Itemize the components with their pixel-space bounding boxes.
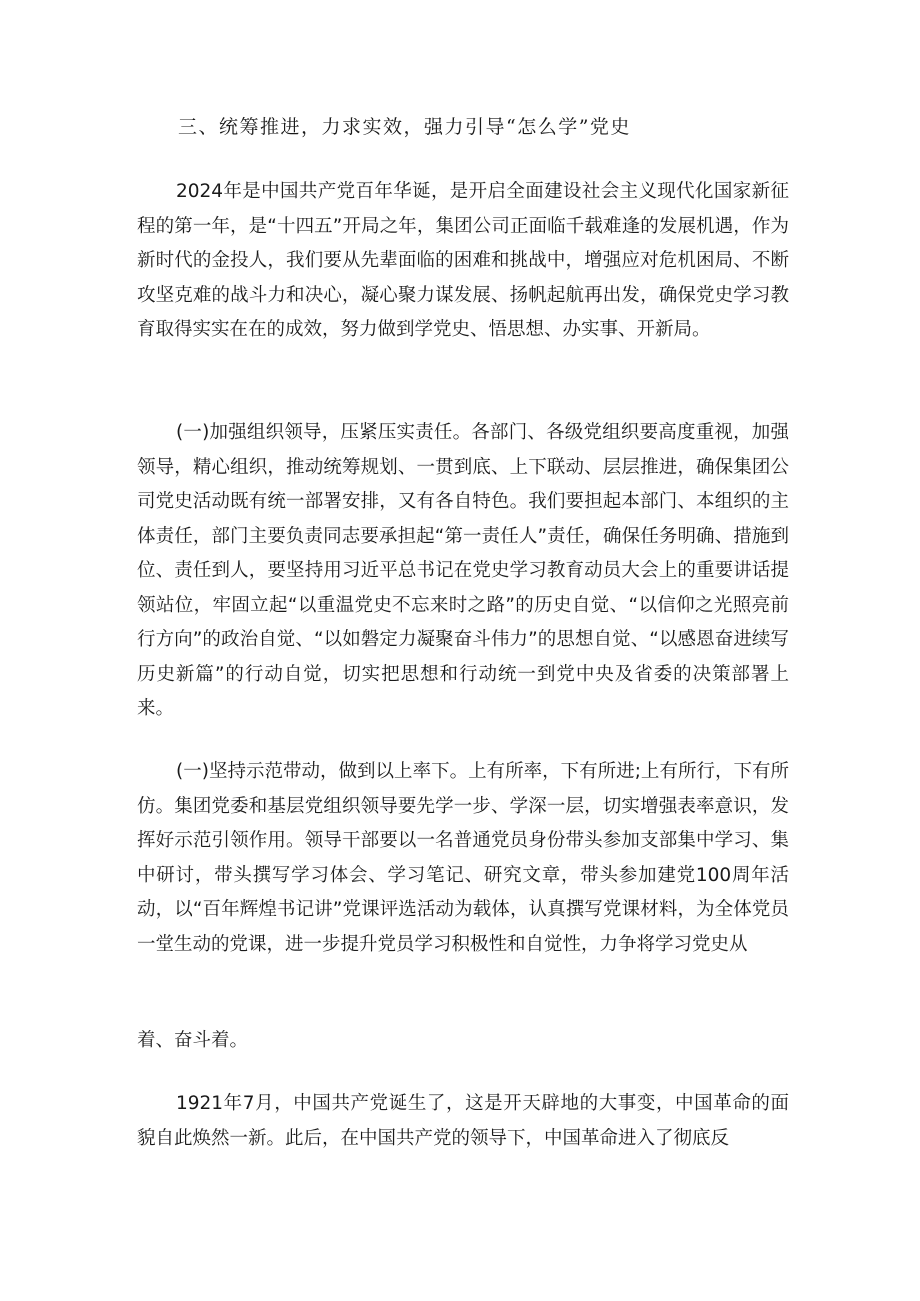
paragraph-intro: 2024年是中国共产党百年华诞，是开启全面建设社会主义现代化国家新征程的第一年，是“十四五”开局之年，集团公司正面临千载难逢的发展机遇，作为新时代的金投人，我们要从先辈面临的困难和挑战中，增强应对危机困局、不断攻坚克难的战斗力和决心，凝心聚力谋发展、扬帆起航再出发，确保党史学习教育取得实实在在的成效，努力做到学党史、悟思想、办实事、开新局。	[137, 181, 789, 340]
paragraph-exemplary-leadership: (一)坚持示范带动，做到以上率下。上有所率，下有所进;上有所行，下有所仿。集团党委和基层党组织领导要先学一步、学深一层，切实增强表率意识，发挥好示范引领作用。领导干部要以一名普通党员身份带头参加支部集中学习、集中研讨，带头撰写学习体会、学习笔记、研究文章，带头参加建党100周年活动，以“百年辉煌书记讲”党课评选活动为载体，认真撰写党课材料，为全体党员一堂生动的党课，进一步提升党员学习积极性和自觉性，力争将学习党史从	[137, 761, 789, 955]
section-heading: 三、统筹推进，力求实效，强力引导“怎么学”党史	[178, 116, 631, 138]
paragraph-history-1921: 1921年7月，中国共产党诞生了，这是开天辟地的大事变，中国革命的面貌自此焕然一新。此后，在中国共产党的领导下，中国革命进入了彻底反	[137, 1093, 789, 1149]
paragraph-organization-leadership: (一)加强组织领导，压紧压实责任。各部门、各级党组织要高度重视，加强领导，精心组织，推动统筹规划、一贯到底、上下联动、层层推进，确保集团公司党史活动既有统一部署安排，又有各自特色。我们要担起本部门、本组织的主体责任，部门主要负责同志要承担起“第一责任人”责任，确保任务明确、措施到位、责任到人，要坚持用习近平总书记在党史学习教育动员大会上的重要讲话提领站位，牢固立起“以重温党史不忘来时之路”的历史自觉、“以信仰之光照亮前行方向”的政治自觉、“以如磐定力凝聚奋斗伟力”的思想自觉、“以感恩奋进续写历史新篇”的行动自觉，切实把思想和行动统一到党中央及省委的决策部署上来。	[137, 422, 789, 719]
paragraph-fragment: 着、奋斗着。	[137, 1030, 249, 1051]
